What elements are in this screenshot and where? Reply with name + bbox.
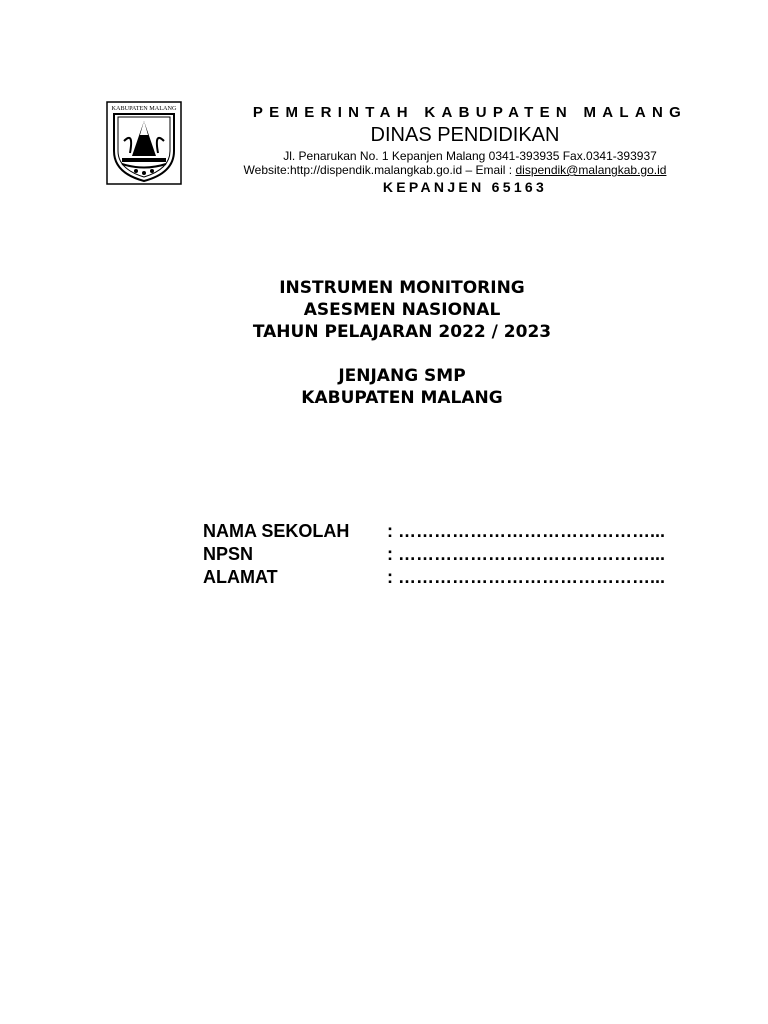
city-postcode: KEPANJEN 65163 <box>382 179 548 195</box>
title-line-5: KABUPATEN MALANG <box>301 388 503 408</box>
school-name-label: NAMA SEKOLAH <box>203 521 350 541</box>
npsn-label: NPSN <box>203 544 254 564</box>
government-heading: PEMERINTAH KABUPATEN MALANG <box>252 104 688 121</box>
title-line-4: JENJANG SMP <box>338 366 466 386</box>
address-label: ALAMAT <box>203 567 278 587</box>
field-row-address <box>203 566 665 589</box>
school-info-fields <box>203 520 665 589</box>
svg-text:KABUPATEN MALANG: KABUPATEN MALANG <box>111 105 177 112</box>
field-row-school-name <box>203 520 665 543</box>
title-spacer <box>200 343 604 365</box>
npsn-blank[interactable]: : ……………………………………... <box>387 544 665 564</box>
title-line-2: ASESMEN NASIONAL <box>303 300 501 320</box>
email-link[interactable]: dispendik@malangkab.go.id <box>515 163 667 177</box>
field-row-npsn <box>203 543 665 566</box>
regency-emblem-icon <box>106 101 182 185</box>
agency-address: Jl. Penarukan No. 1 Kepanjen Malang 0341-393935 Fax.0341-393937 <box>283 149 657 163</box>
contact-line <box>180 163 730 178</box>
address-blank[interactable]: : ……………………………………... <box>387 567 665 587</box>
title-line-1: INSTRUMEN MONITORING <box>279 278 525 298</box>
website-text: Website:http://dispendik.malangkab.go.id – Email : <box>243 163 516 177</box>
title-line-3: TAHUN PELAJARAN 2022 / 2023 <box>252 322 552 342</box>
agency-name: DINAS PENDIDIKAN <box>370 124 560 146</box>
school-name-blank[interactable]: : ……………………………………... <box>387 521 665 541</box>
document-title <box>200 277 604 409</box>
